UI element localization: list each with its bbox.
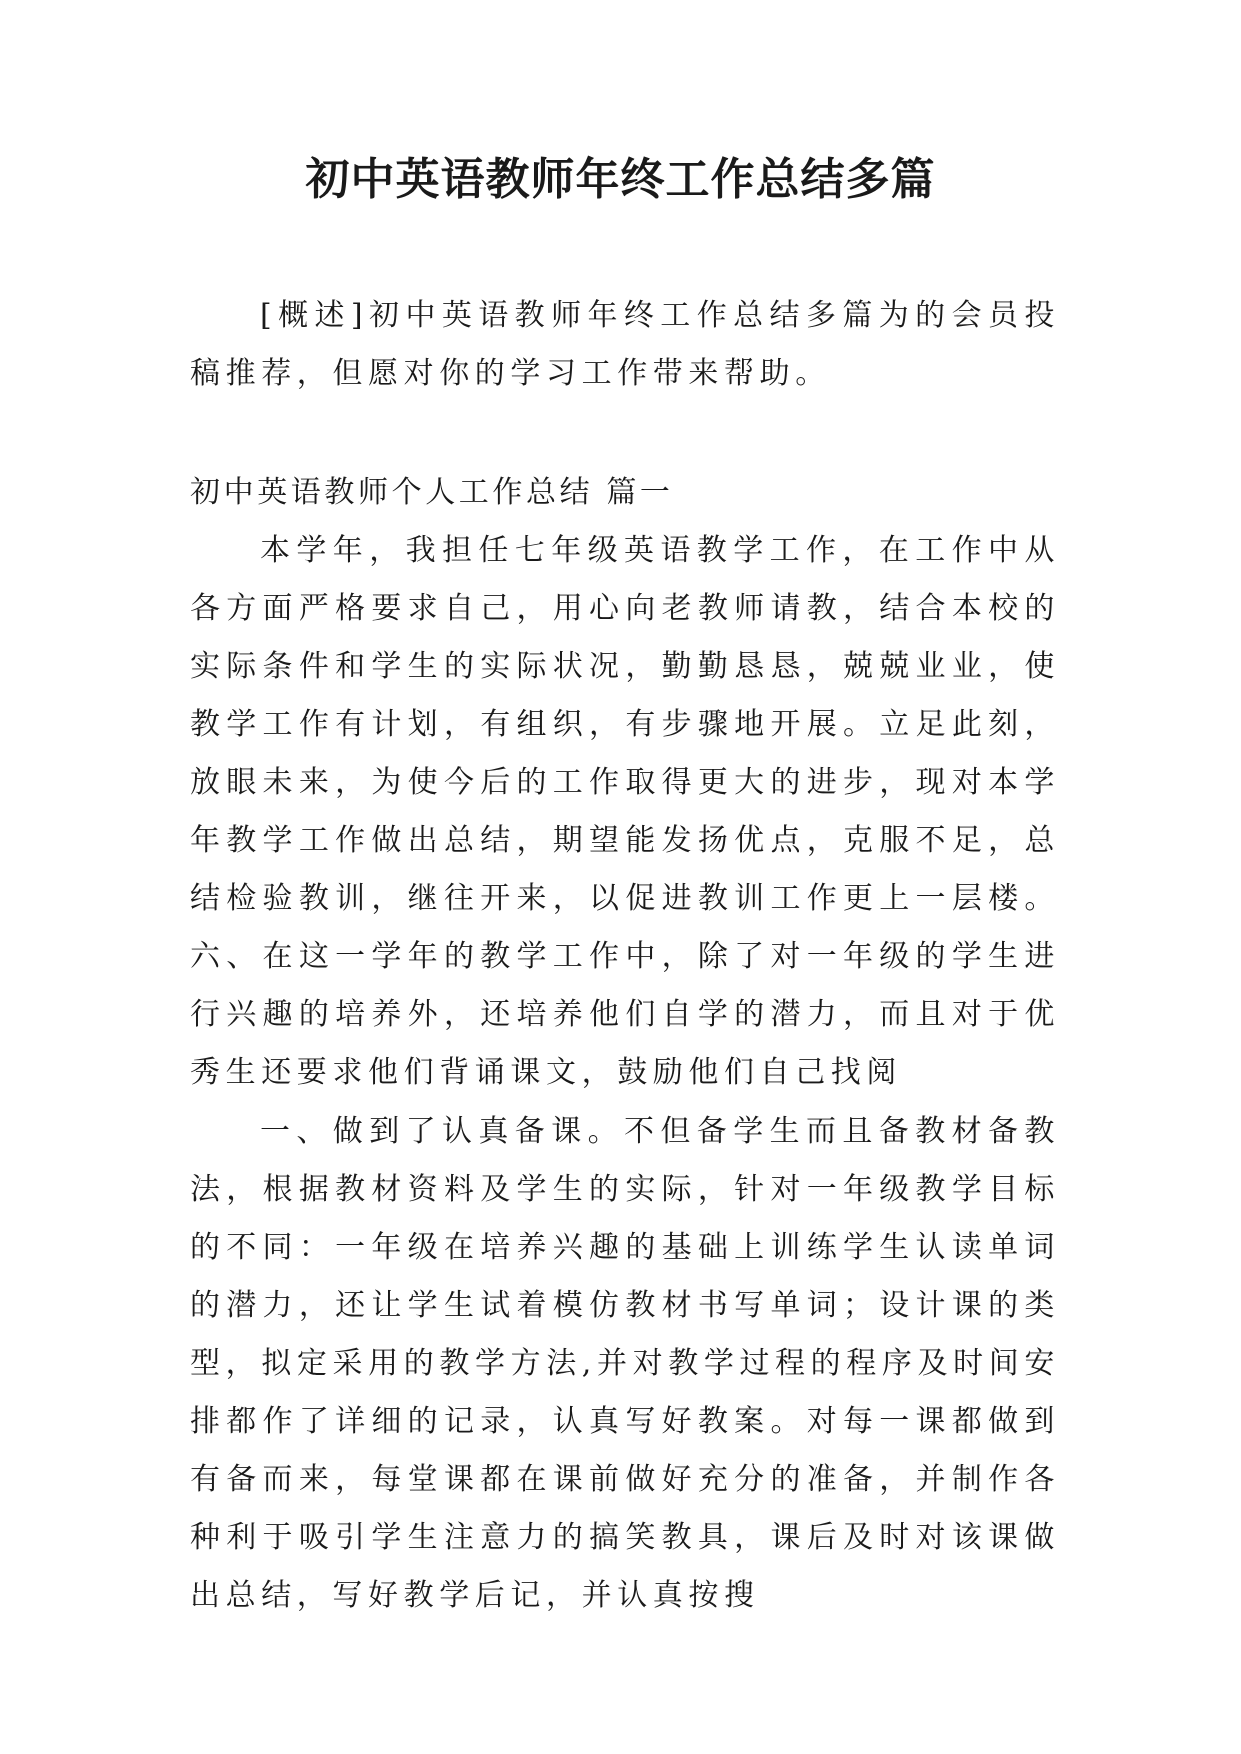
section-heading: 初中英语教师个人工作总结 篇一	[190, 475, 674, 510]
summary-paragraph: [概述]初中英语教师年终工作总结多篇为的会员投稿推荐，但愿对你的学习工作带来帮助。	[190, 298, 1060, 391]
document-title: 初中英语教师年终工作总结多篇	[305, 154, 936, 205]
body-paragraph-2: 一、做到了认真备课。不但备学生而且备教材备教法，根据教材资料及学生的实际，针对一年级教学目标的不同：一年级在培养兴趣的基础上训练学生认读单词的潜力，还让学生试着模仿教材书写单词；设计课的类型，拟定采用的教学方法,并对教学过程的程序及时间安排都作了详细的记录，认真写好教案。对每一课都做到有备而来，每堂课都在课前做好充分的准备，并制作各种利于吸引学生注意力的搞笑教具，课后及时对该课做出总结，写好教学后记，并认真按搜	[190, 1114, 1060, 1613]
body-paragraph-1: 本学年，我担任七年级英语教学工作，在工作中从各方面严格要求自己，用心向老教师请教，结合本校的实际条件和学生的实际状况，勤勤恳恳，兢兢业业，使教学工作有计划，有组织，有步骤地开展。立足此刻，放眼未来，为使今后的工作取得更大的进步，现对本学年教学工作做出总结，期望能发扬优点，克服不足，总结检验教训，继往开来，以促进教训工作更上一层楼。六、在这一学年的教学工作中，除了对一年级的学生进行兴趣的培养外，还培养他们自学的潜力，而且对于优秀生还要求他们背诵课文，鼓励他们自己找阅	[190, 533, 1060, 1090]
